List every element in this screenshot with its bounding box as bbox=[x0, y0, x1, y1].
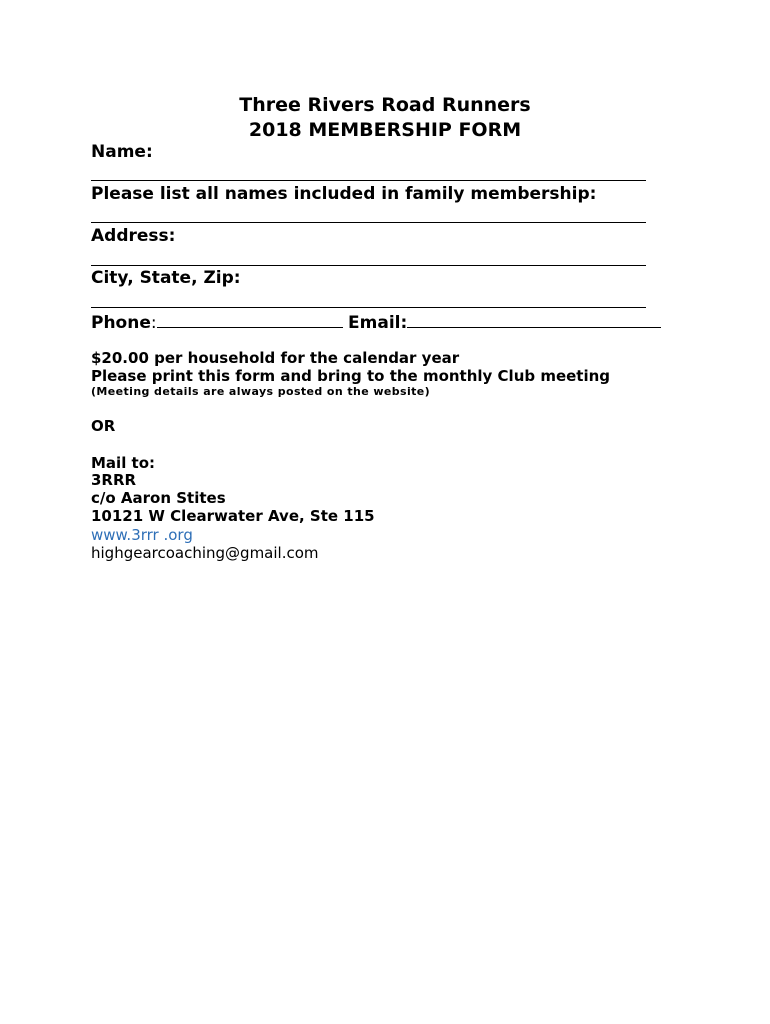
family-members-label: Please list all names included in family membership: bbox=[91, 184, 597, 204]
email-label: Email: bbox=[348, 313, 408, 333]
form-title: 2018 MEMBERSHIP FORM bbox=[248, 119, 522, 141]
mail-to-heading: Mail to: bbox=[91, 454, 156, 472]
mail-recipient: 3RRR bbox=[91, 471, 137, 489]
mail-street-address: 10121 W Clearwater Ave, Ste 115 bbox=[91, 507, 375, 525]
phone-colon: : bbox=[150, 313, 157, 333]
city-state-zip-label: City, State, Zip: bbox=[91, 268, 241, 288]
instructions-text: Please print this form and bring to the monthly Club meeting bbox=[91, 367, 611, 385]
name-blank-line[interactable] bbox=[91, 180, 646, 181]
name-label: Name: bbox=[91, 142, 153, 162]
address-label: Address: bbox=[91, 226, 176, 246]
phone-email-row bbox=[91, 310, 661, 334]
phone-label: Phone bbox=[91, 313, 151, 333]
contact-email: highgearcoaching@gmail.com bbox=[91, 544, 319, 562]
meeting-note: (Meeting details are always posted on the website) bbox=[91, 385, 431, 398]
website-link[interactable]: www.3rrr .org bbox=[91, 526, 193, 544]
fee-text: $20.00 per household for the calendar year bbox=[91, 349, 460, 367]
or-text: OR bbox=[91, 417, 116, 435]
phone-blank-line[interactable] bbox=[157, 310, 343, 328]
club-title: Three Rivers Road Runners bbox=[239, 94, 531, 116]
email-blank-line[interactable] bbox=[407, 310, 661, 328]
city-state-zip-blank-line[interactable] bbox=[91, 307, 646, 308]
family-members-blank-line[interactable] bbox=[91, 222, 646, 223]
mail-care-of: c/o Aaron Stites bbox=[91, 489, 226, 507]
address-blank-line[interactable] bbox=[91, 265, 646, 266]
